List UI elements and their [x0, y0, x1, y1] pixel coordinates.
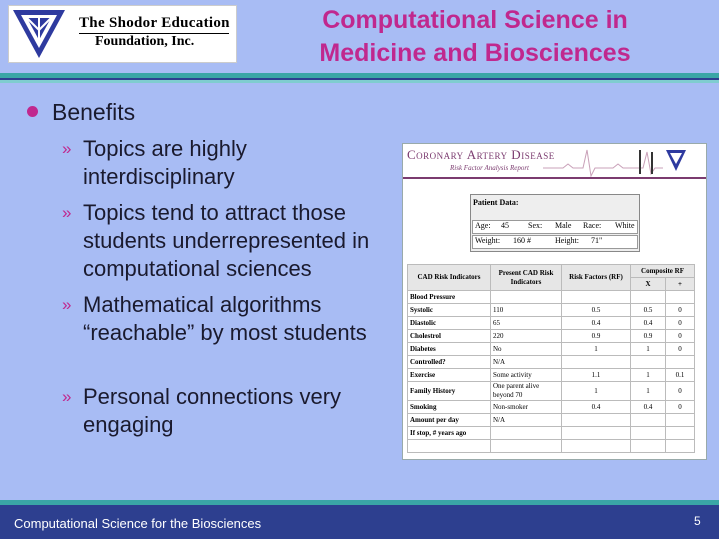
- table-row: [408, 369, 695, 382]
- table-row: [408, 330, 695, 343]
- row-composite-plus: [666, 414, 695, 427]
- row-composite-x: [631, 427, 666, 440]
- col-header-composite: Composite RF: [631, 265, 695, 278]
- row-composite-x: [631, 414, 666, 427]
- row-composite-plus: [666, 356, 695, 369]
- sub-bullet-icon: »: [62, 139, 72, 158]
- row-label: Smoking: [408, 401, 491, 414]
- row-label: Controlled?: [408, 356, 491, 369]
- benefit-item: [62, 291, 382, 347]
- row-label: Blood Pressure: [408, 291, 491, 304]
- row-rf: [562, 427, 631, 440]
- shodor-logo: [8, 5, 237, 63]
- table-row: [408, 343, 695, 356]
- title-line-2: Medicine and Biosciences: [319, 39, 631, 67]
- row-present: Some activity: [491, 369, 562, 382]
- col-header-indicators: CAD Risk Indicators: [408, 265, 491, 291]
- row-composite-plus: [666, 440, 695, 453]
- row-rf: [562, 291, 631, 304]
- logo-line-2: Foundation, Inc.: [95, 34, 195, 49]
- sub-bullet-icon: »: [62, 203, 72, 222]
- risk-factor-table: [407, 264, 695, 453]
- table-row: [408, 427, 695, 440]
- row-present: Non-smoker: [491, 401, 562, 414]
- table-row: [408, 401, 695, 414]
- row-composite-plus: 0: [666, 382, 695, 401]
- patient-data-box: [470, 194, 640, 252]
- row-rf: 0.4: [562, 401, 631, 414]
- table-row: [408, 317, 695, 330]
- row-rf: 0.9: [562, 330, 631, 343]
- height-value: 71": [591, 236, 603, 245]
- row-label: Family History: [408, 382, 491, 401]
- sex-label: Sex:: [528, 221, 543, 230]
- table-row: [408, 291, 695, 304]
- row-composite-x: [631, 291, 666, 304]
- benefit-item: [62, 199, 382, 283]
- row-composite-x: [631, 440, 666, 453]
- row-present: 220: [491, 330, 562, 343]
- table-row: [408, 304, 695, 317]
- height-label: Height:: [555, 236, 579, 245]
- footer-text: Computational Science for the Biosciences: [14, 516, 262, 531]
- row-composite-plus: 0: [666, 304, 695, 317]
- logo-line-1: The Shodor Education: [79, 15, 230, 31]
- col-header-rf: Risk Factors (RF): [562, 265, 631, 291]
- title-line-1: Computational Science in: [322, 6, 628, 34]
- col-header-x: X: [631, 278, 666, 291]
- row-composite-x: 1: [631, 382, 666, 401]
- age-value: 45: [501, 221, 509, 230]
- benefit-text: Topics are highly interdisciplinary: [83, 136, 247, 189]
- patient-data-heading: Patient Data:: [473, 198, 519, 207]
- row-composite-x: 0.4: [631, 317, 666, 330]
- table-row: [408, 414, 695, 427]
- row-label: Cholestrol: [408, 330, 491, 343]
- benefit-item: [62, 383, 382, 439]
- page-number: 5: [694, 514, 701, 528]
- age-label: Age:: [475, 221, 491, 230]
- report-title: Coronary Artery Disease: [407, 147, 555, 162]
- row-composite-plus: [666, 427, 695, 440]
- col-header-present: Present CAD Risk Indicators: [491, 265, 562, 291]
- ekg-trace-icon: [543, 146, 663, 178]
- row-composite-x: 1: [631, 343, 666, 356]
- table-row: [408, 440, 695, 453]
- row-composite-plus: [666, 291, 695, 304]
- patient-row-2: [472, 235, 638, 249]
- benefits-heading: Benefits: [52, 99, 136, 125]
- row-composite-x: 1: [631, 369, 666, 382]
- report-logo-icon: [665, 149, 687, 173]
- sex-value: Male: [555, 221, 572, 230]
- benefit-text: Personal connections very engaging: [83, 384, 342, 437]
- row-present: No: [491, 343, 562, 356]
- top-divider-light: [0, 80, 719, 83]
- benefit-item: [62, 135, 382, 191]
- row-rf: 1.1: [562, 369, 631, 382]
- weight-label: Weight:: [475, 236, 501, 245]
- row-rf: [562, 440, 631, 453]
- row-composite-x: 0.4: [631, 401, 666, 414]
- row-composite-plus: 0: [666, 343, 695, 356]
- row-label: Amount per day: [408, 414, 491, 427]
- row-present: 110: [491, 304, 562, 317]
- row-present: [491, 427, 562, 440]
- sub-bullet-icon: »: [62, 387, 72, 406]
- row-composite-x: 0.5: [631, 304, 666, 317]
- row-label: [408, 440, 491, 453]
- row-composite-plus: 0: [666, 317, 695, 330]
- cad-report-screenshot: [402, 143, 707, 460]
- row-present: N/A: [491, 414, 562, 427]
- sub-bullet-icon: »: [62, 295, 72, 314]
- row-composite-x: 0.9: [631, 330, 666, 343]
- row-label: Diastolic: [408, 317, 491, 330]
- weight-value: 160 #: [513, 236, 531, 245]
- row-label: Systolic: [408, 304, 491, 317]
- report-subtitle: Risk Factor Analysis Report: [450, 164, 529, 172]
- benefit-text: Topics tend to attract those students underrepresented in computational sciences: [83, 200, 370, 281]
- row-present: [491, 291, 562, 304]
- row-rf: [562, 356, 631, 369]
- benefit-text: Mathematical algorithms “reachable” by most students: [83, 292, 367, 345]
- row-composite-plus: 0.1: [666, 369, 695, 382]
- race-value: White: [615, 221, 635, 230]
- row-composite-plus: 0: [666, 401, 695, 414]
- row-rf: [562, 414, 631, 427]
- row-present: [491, 440, 562, 453]
- row-label: If stop, # years ago: [408, 427, 491, 440]
- row-rf: 1: [562, 343, 631, 356]
- row-rf: 1: [562, 382, 631, 401]
- slide-title: [270, 4, 680, 70]
- patient-row-1: [472, 220, 638, 234]
- row-composite-x: [631, 356, 666, 369]
- report-header-rule: [403, 177, 707, 179]
- table-row: [408, 356, 695, 369]
- row-composite-plus: 0: [666, 330, 695, 343]
- row-present: One parent alive beyond 70: [491, 382, 562, 401]
- col-header-plus: +: [666, 278, 695, 291]
- shodor-triangle-icon: [11, 8, 67, 60]
- race-label: Race:: [583, 221, 602, 230]
- row-rf: 0.5: [562, 304, 631, 317]
- row-present: 65: [491, 317, 562, 330]
- row-label: Exercise: [408, 369, 491, 382]
- table-row: [408, 382, 695, 401]
- row-present: N/A: [491, 356, 562, 369]
- row-label: Diabetes: [408, 343, 491, 356]
- row-rf: 0.4: [562, 317, 631, 330]
- bullet-icon: [27, 106, 38, 117]
